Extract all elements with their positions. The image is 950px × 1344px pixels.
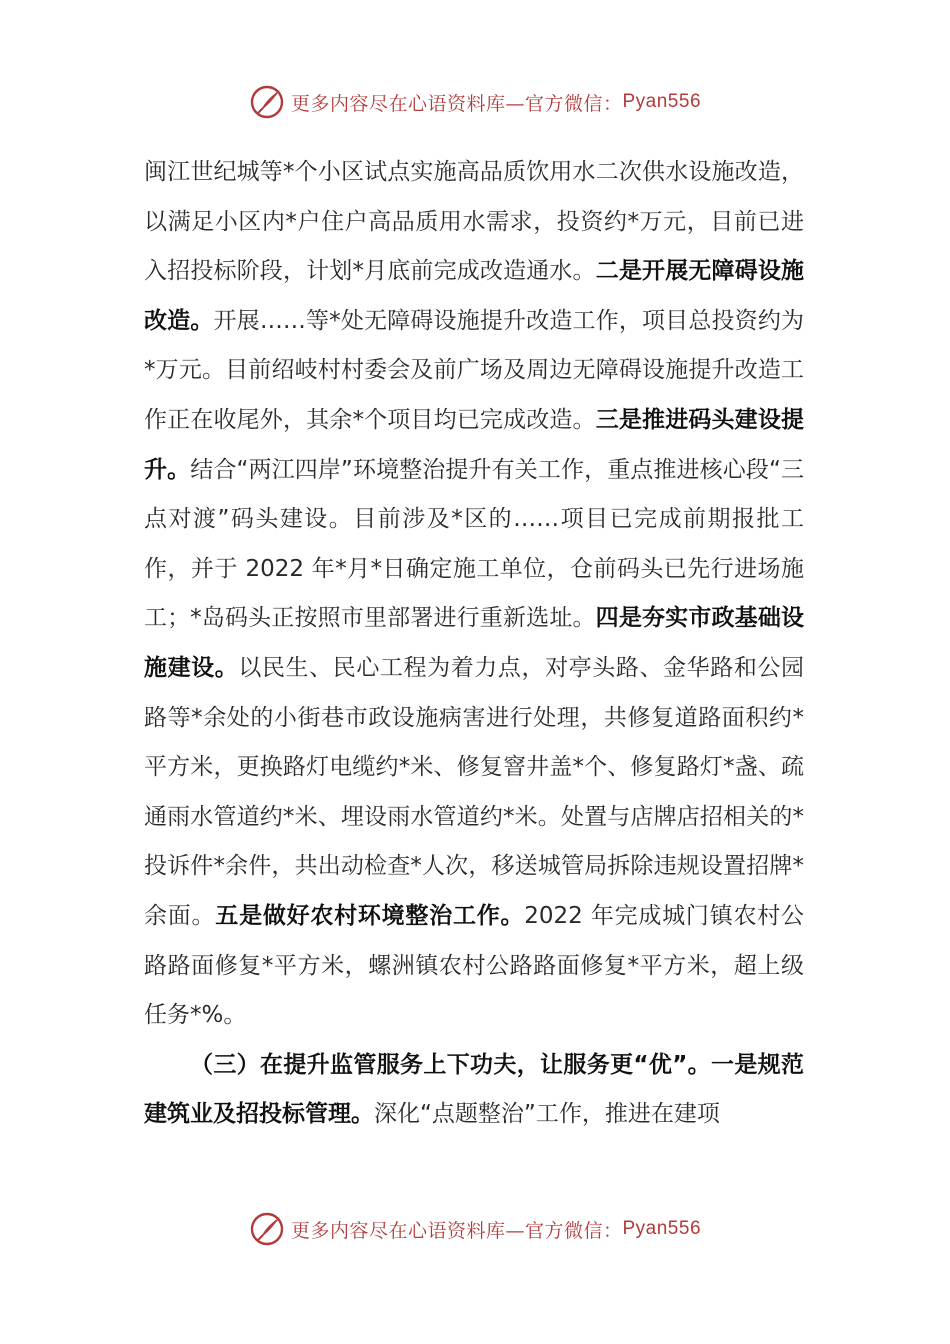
banner-text: 更多内容尽在心语资料库—官方微信： — [290, 1219, 623, 1242]
body-paragraph — [144, 148, 804, 1041]
paragraph-text: 结合“两江四岸”环境整治提升有关工作，重点推进核心段“三点对渡”码头建设。目前涉及*区的……项目已完成前期报批工作，并于 2022 年*月*日确定施工单位，仓前码头已先行进场施工；*岛码头正按照市里部署进行重新选址。 — [144, 456, 805, 632]
paragraph-text: 深化“点题整治”工作，推进在建项 — [374, 1101, 720, 1128]
banner-wechat-id: Pyan556 — [622, 1218, 702, 1239]
bold-heading-text: 三是推进码头建设提升。 — [144, 406, 805, 483]
paragraph-text: 开展……等*处无障碍设施提升改造工作，项目总投资约为*万元。目前绍岐村村委会及前广场及周边无障碍设施提升改造工作正在收尾外，其余*个项目均已完成改造。 — [144, 307, 804, 433]
quill-logo-icon — [249, 84, 285, 120]
bold-heading-text: 二是开展无障碍设施改造。 — [144, 258, 805, 334]
paragraph-text: 闽江世纪城等*个小区试点实施高品质饮用水二次供水设施改造，以满足小区内*户住户高品质用水需求，投资约*万元，目前已进入招投标阶段，计划*月底前完成改造通水。 — [144, 159, 804, 285]
quill-logo-icon — [249, 1211, 285, 1247]
banner-text: 更多内容尽在心语资料库—官方微信： — [290, 92, 623, 115]
body-paragraph — [144, 1041, 804, 1140]
paragraph-text: 2022 年完成城门镇农村公路路面修复*平方米，螺洲镇农村公路路面修复*平方米，超上级任务*%。 — [144, 902, 804, 1029]
bold-heading-text: 四是夯实市政基础设施建设。 — [144, 605, 805, 681]
document-body — [144, 148, 804, 1140]
footer-banner — [0, 1209, 950, 1249]
bold-heading-text: （三）在提升监管服务上下功夫，让服务更“优”。一是规范建筑业及招投标管理。 — [144, 1051, 804, 1128]
banner-wechat-id: Pyan556 — [622, 91, 702, 112]
paragraph-text: 以民生、民心工程为着力点，对亭头路、金华路和公园路等*余处的小街巷市政设施病害进行处理，共修复道路面积约*平方米，更换路灯电缆约*米、修复窨井盖*个、修复路灯*盏、疏通雨水管道约*米、埋设雨水管道约*米。处置与店牌店招相关的*投诉件*余件，共出动检查*人次，移送城管局拆除违规设置招牌*余面。 — [144, 654, 805, 929]
bold-heading-text: 五是做好农村环境整治工作。 — [215, 902, 525, 929]
header-banner — [0, 82, 950, 122]
